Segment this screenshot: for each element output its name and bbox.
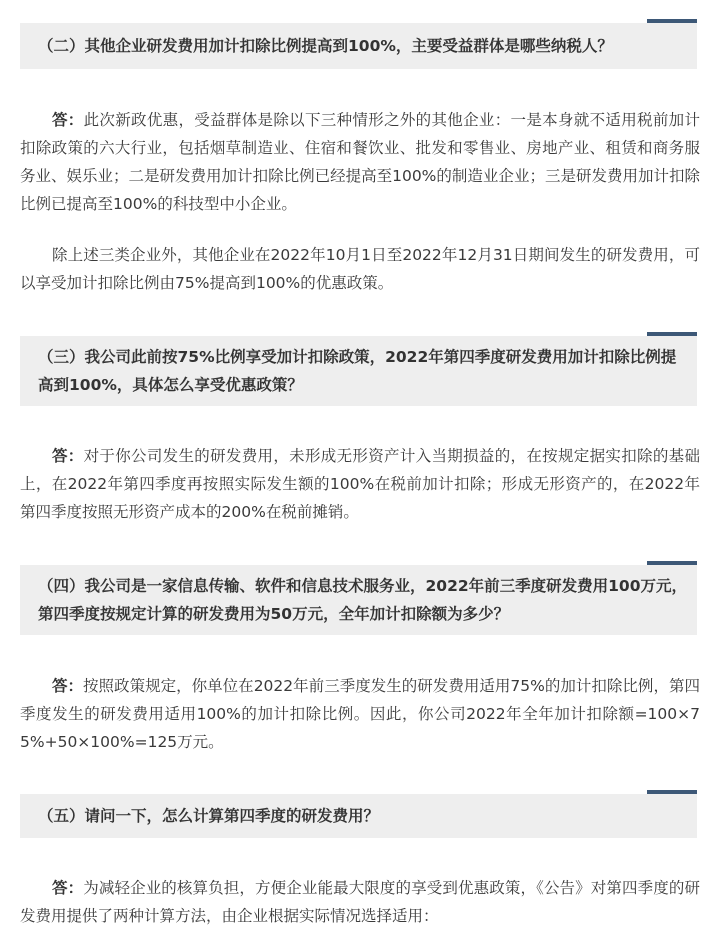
question-heading-4 — [20, 565, 697, 635]
question-heading-5 — [20, 794, 697, 838]
question-heading-3 — [20, 336, 697, 406]
question-text: （三）我公司此前按75%比例享受加计扣除政策，2022年第四季度研发费用加计扣除比例提高到100%，具体怎么享受优惠政策？ — [38, 348, 677, 394]
heading-accent-bar — [647, 332, 697, 336]
answer-label: 答： — [52, 879, 84, 897]
paragraph-text: 除上述三类企业外，其他企业在2022年10月1日至2022年12月31日期间发生的研发费用，可以享受加计扣除比例由75%提高到100%的优惠政策。 — [20, 246, 700, 292]
answer-paragraph-3 — [20, 442, 700, 526]
answer-paragraph-5 — [20, 874, 700, 930]
answer-label: 答： — [52, 111, 84, 129]
heading-accent-bar — [647, 561, 697, 565]
answer-label: 答： — [52, 447, 84, 465]
question-text: （二）其他企业研发费用加计扣除比例提高到100%，主要受益群体是哪些纳税人？ — [38, 37, 613, 55]
answer-paragraph-4 — [20, 672, 700, 756]
answer-text: 此次新政优惠，受益群体是除以下三种情形之外的其他企业：一是本身就不适用税前加计扣除政策的六大行业，包括烟草制造业、住宿和餐饮业、批发和零售业、房地产业、租赁和商务服务业、娱乐业；二是研发费用加计扣除比例已经提高至100%的制造业企业；三是研发费用加计扣除比例已提高至100%的科技型中小企业。 — [20, 111, 700, 213]
question-text: （五）请问一下，怎么计算第四季度的研发费用？ — [38, 807, 380, 825]
answer-text: 按照政策规定，你单位在2022年前三季度发生的研发费用适用75%的加计扣除比例，第四季度发生的研发费用适用100%的加计扣除比例。因此，你公司2022年全年加计扣除额=100×75%+50×100%=125万元。 — [20, 677, 700, 751]
heading-accent-bar — [647, 790, 697, 794]
answer-paragraph-2 — [20, 106, 700, 218]
answer-text: 对于你公司发生的研发费用，未形成无形资产计入当期损益的，在按规定据实扣除的基础上，在2022年第四季度再按照实际发生额的100%在税前加计扣除；形成无形资产的，在2022年第四季度按照无形资产成本的200%在税前摊销。 — [20, 447, 700, 521]
body-paragraph — [20, 241, 700, 297]
heading-accent-bar — [647, 19, 697, 23]
question-heading-2 — [20, 23, 697, 69]
answer-text: 为减轻企业的核算负担，方便企业能最大限度的享受到优惠政策，《公告》对第四季度的研发费用提供了两种计算方法，由企业根据实际情况选择适用： — [20, 879, 700, 925]
question-text: （四）我公司是一家信息传输、软件和信息技术服务业，2022年前三季度研发费用100万元，第四季度按规定计算的研发费用为50万元，全年加计扣除额为多少？ — [38, 577, 687, 623]
answer-label: 答： — [52, 677, 84, 695]
